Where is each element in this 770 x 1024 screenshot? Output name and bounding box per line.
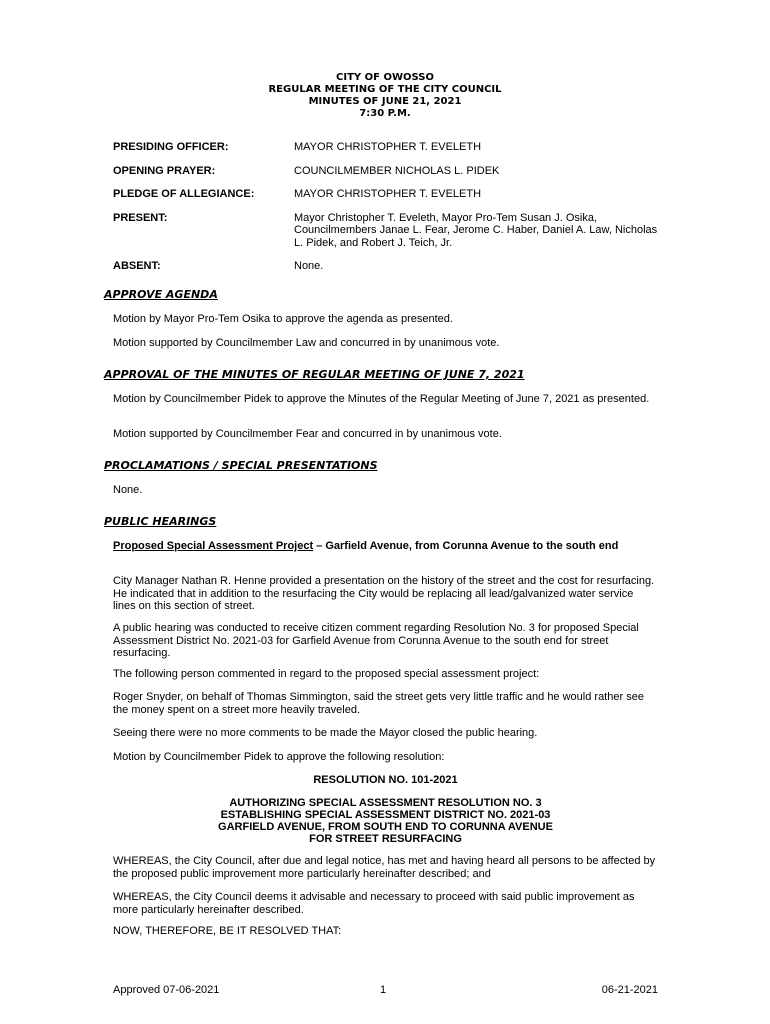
- paragraph: Motion supported by Councilmember Law and concurred in by unanimous vote.: [113, 337, 500, 349]
- whereas-paragraph: WHEREAS, the City Council, after due and legal notice, has met and having heard all persons to be affected by the proposed public improvement more particularly hereinafter described; and: [113, 855, 656, 880]
- paragraph: Roger Snyder, on behalf of Thomas Simmington, said the street gets very little traffic and he would rather see the money spent on a street more heavily traveled.: [113, 691, 644, 716]
- roster-value: COUNCILMEMBER NICHOLAS L. PIDEK: [294, 164, 500, 177]
- roster-label: PLEDGE OF ALLEGIANCE:: [113, 188, 255, 200]
- paragraph: None.: [113, 484, 143, 496]
- minutes-header: [0, 72, 770, 120]
- roster-value: MAYOR CHRISTOPHER T. EVELETH: [294, 141, 482, 153]
- roster-label: ABSENT:: [113, 260, 161, 272]
- roster-row: [113, 141, 658, 154]
- approval-of-minutes-heading: APPROVAL OF THE MINUTES OF REGULAR MEETING OF JUNE 7, 2021: [104, 368, 525, 381]
- minutes-date: MINUTES OF JUNE 21, 2021: [308, 96, 462, 107]
- resolved-paragraph: NOW, THEREFORE, BE IT RESOLVED THAT:: [113, 925, 342, 937]
- roster-row: [113, 260, 658, 273]
- paragraph: Seeing there were no more comments to be made the Mayor closed the public hearing.: [113, 727, 538, 739]
- proclamations-heading: PROCLAMATIONS / SPECIAL PRESENTATIONS: [104, 459, 378, 472]
- hearing-subheading: [113, 540, 658, 553]
- approved-date: Approved 07-06-2021: [113, 984, 220, 996]
- approve-agenda-heading: APPROVE AGENDA: [104, 288, 218, 301]
- roster-row: [113, 212, 658, 250]
- resolution-number: RESOLUTION NO. 101-2021: [313, 774, 458, 786]
- paragraph: A public hearing was conducted to receive citizen comment regarding Resolution No. 3 for proposed Special Assessment District No. 2021-03 for Garfield Avenue from Corunna Avenue to the south end for street resurfacing.: [113, 622, 639, 659]
- project-title: Proposed Special Assessment Project: [113, 540, 314, 552]
- meeting-date-footer: 06-21-2021: [601, 984, 658, 996]
- attendance-roster: [113, 141, 658, 284]
- roster-row: [113, 165, 658, 178]
- meeting-time: 7:30 P.M.: [359, 108, 411, 119]
- resolution-title-line: ESTABLISHING SPECIAL ASSESSMENT DISTRICT NO. 2021-03: [220, 809, 551, 821]
- resolution-title-line: GARFIELD AVENUE, FROM SOUTH END TO CORUNNA AVENUE: [218, 821, 553, 833]
- paragraph: Motion by Councilmember Pidek to approve the Minutes of the Regular Meeting of June 7, 2021 as presented.: [113, 393, 650, 405]
- page-number: 1: [380, 984, 387, 996]
- resolution-title: [113, 797, 658, 845]
- public-hearings-heading: PUBLIC HEARINGS: [104, 515, 217, 528]
- city-name: CITY OF OWOSSO: [336, 72, 434, 83]
- meeting-type: REGULAR MEETING OF THE CITY COUNCIL: [268, 84, 502, 95]
- paragraph: Motion supported by Councilmember Fear and concurred in by unanimous vote.: [113, 428, 502, 440]
- whereas-paragraph: WHEREAS, the City Council deems it advisable and necessary to proceed with said public improvement as more particularly hereinafter described.: [113, 891, 635, 916]
- paragraph: The following person commented in regard to the proposed special assessment project:: [113, 668, 540, 680]
- paragraph: Motion by Mayor Pro-Tem Osika to approve the agenda as presented.: [113, 313, 453, 325]
- roster-label: PRESIDING OFFICER:: [113, 141, 229, 153]
- roster-label: OPENING PRAYER:: [113, 164, 216, 177]
- project-location: – Garfield Avenue, from Corunna Avenue to the south end: [313, 540, 619, 552]
- resolution-title-line: AUTHORIZING SPECIAL ASSESSMENT RESOLUTION NO. 3: [229, 797, 542, 809]
- roster-value: MAYOR CHRISTOPHER T. EVELETH: [294, 188, 482, 200]
- paragraph: Motion by Councilmember Pidek to approve the following resolution:: [113, 751, 445, 763]
- roster-value: Mayor Christopher T. Eveleth, Mayor Pro-Tem Susan J. Osika, Councilmembers Janae L. Fear, Jerome C. Haber, Daniel A. Law, Nicholas L. Pidek, and Robert J. Teich, Jr.: [294, 211, 658, 249]
- roster-row: [113, 188, 658, 201]
- resolution-title-line: FOR STREET RESURFACING: [309, 833, 462, 845]
- roster-value: None.: [294, 260, 324, 272]
- paragraph: City Manager Nathan R. Henne provided a presentation on the history of the street and the cost for resurfacing. He indicated that in addition to the resurfacing the City would be replacing all lead/galvanized water service lines on this section of street.: [113, 575, 655, 612]
- roster-label: PRESENT:: [113, 211, 168, 224]
